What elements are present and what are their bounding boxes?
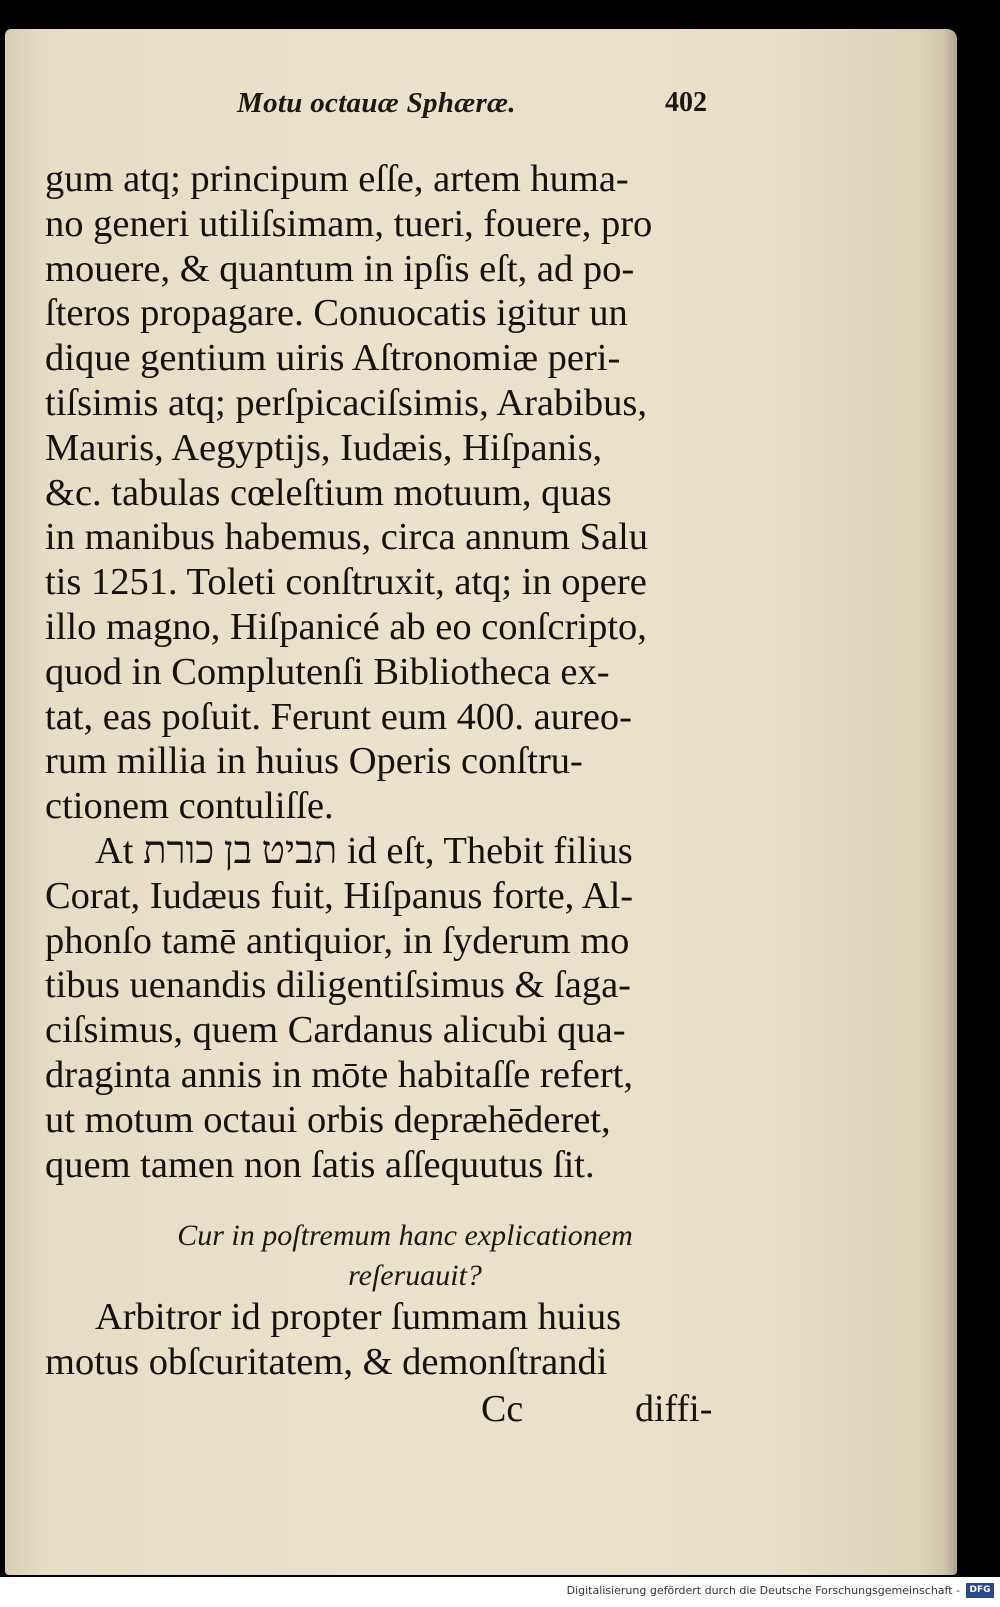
text-line: in manibus habemus, circa annum Salu bbox=[45, 516, 649, 559]
text-line: rum millia in huius Operis conſtru- bbox=[45, 740, 583, 783]
text-line: Arbitror id propter ſummam huius bbox=[95, 1296, 622, 1338]
text-line: tiſsimis atq; perſpicaciſsimis, Arabibus, bbox=[45, 381, 648, 424]
book-page bbox=[5, 29, 957, 1575]
text-line: motus obſcuritatem, & demonſtrandi bbox=[45, 1340, 608, 1383]
text-line: quem tamen non ſatis aſſequutus ſit. bbox=[45, 1143, 595, 1186]
page-foot bbox=[5, 1387, 957, 1437]
text-line: ctionem contuliſſe. bbox=[45, 785, 334, 828]
text-line: illo magno, Hiſpanicé ab eo conſcripto, bbox=[45, 605, 647, 648]
text-line: &c. tabulas cœleſtium motuum, quas bbox=[45, 471, 612, 514]
text-line: tat, eas poſuit. Ferunt eum 400. aureo- bbox=[45, 695, 632, 738]
text-line: phonſo tamē antiquior, in ſyderum mo bbox=[45, 919, 630, 962]
section-heading-line: Cur in poſtremum hanc explicationem bbox=[177, 1219, 633, 1252]
funding-credit: Digitalisierung gefördert durch die Deutsche Forschungsgemeinschaft - bbox=[566, 1584, 960, 1597]
text-line: ut motum octaui orbis depræhēderet, bbox=[45, 1098, 611, 1141]
section-heading bbox=[5, 1216, 765, 1296]
dfg-logo: DFG bbox=[966, 1583, 994, 1598]
text-block-1 bbox=[45, 157, 745, 1187]
text-block-2 bbox=[45, 1295, 745, 1385]
text-line: Mauris, Aegyptijs, Iudæis, Hiſpanis, bbox=[45, 426, 603, 469]
catchword: diffi- bbox=[635, 1388, 713, 1430]
text-line: dique gentium uiris Aſtronomiæ peri- bbox=[45, 337, 621, 380]
page-header bbox=[5, 87, 957, 131]
page-edge-shadow bbox=[943, 29, 957, 1575]
text-line: gum atq; principum eſſe, artem huma- bbox=[45, 158, 629, 200]
text-line: quod in Complutenſi Bibliotheca ex- bbox=[45, 650, 610, 693]
text-line: draginta annis in mōte habitaſſe refert, bbox=[45, 1053, 633, 1096]
text-line: At תביט בן כורת id eſt, Thebit filius bbox=[95, 829, 633, 872]
text-line: tis 1251. Toleti conſtruxit, atq; in opere bbox=[45, 561, 647, 604]
folio-number: 402 bbox=[665, 87, 707, 118]
text-line: mouere, & quantum in ipſis eſt, ad po- bbox=[45, 247, 635, 290]
section-heading-line: reſeruauit? bbox=[348, 1259, 482, 1292]
text-line: Corat, Iudæus fuit, Hiſpanus forte, Al- bbox=[45, 874, 634, 917]
text-line: ſteros propagare. Conuocatis igitur un bbox=[45, 292, 628, 335]
text-line: tibus uenandis diligentiſsimus & ſaga- bbox=[45, 964, 631, 1007]
text-line: no generi utiliſsimam, tueri, fouere, pro bbox=[45, 202, 653, 245]
running-title: Motu octauæ Sphæræ. bbox=[237, 87, 516, 119]
text-line: ciſsimus, quem Cardanus alicubi qua- bbox=[45, 1009, 626, 1052]
signature-mark: Cc bbox=[481, 1388, 524, 1430]
digitization-footer bbox=[0, 1577, 1000, 1607]
